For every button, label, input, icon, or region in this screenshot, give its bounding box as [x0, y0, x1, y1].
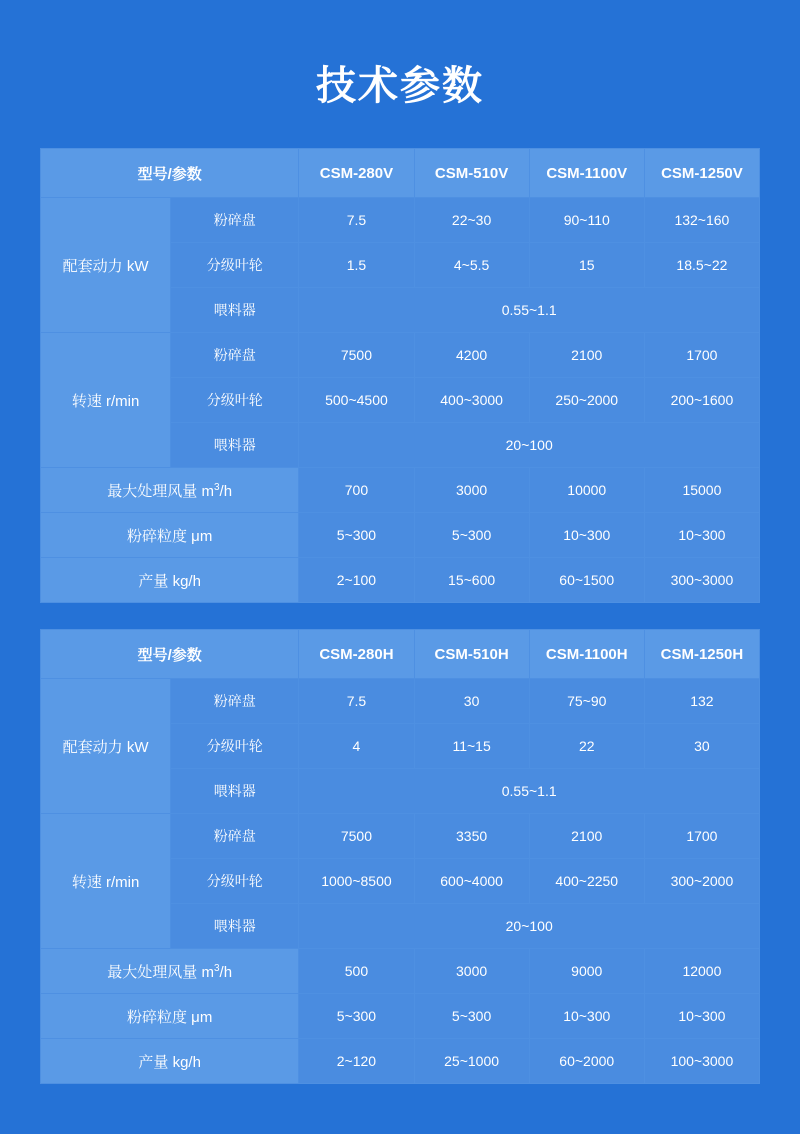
cell-value: 22	[529, 724, 644, 769]
header-label: 型号/参数	[41, 149, 299, 198]
row-label-output: 产量 kg/h	[41, 1039, 299, 1084]
cell-value: 200~1600	[644, 378, 759, 423]
cell-value: 30	[644, 724, 759, 769]
cell-value: 4200	[414, 333, 529, 378]
cell-value: 1700	[644, 814, 759, 859]
cell-value: 10~300	[644, 513, 759, 558]
cell-value: 100~3000	[644, 1039, 759, 1084]
cell-value-merged: 20~100	[299, 904, 760, 949]
table-row	[41, 513, 760, 558]
group-label-speed: 转速 r/min	[41, 333, 171, 468]
row-label-text: 最大处理风量 m	[107, 482, 214, 500]
cell-value: 15	[529, 243, 644, 288]
table-row	[41, 468, 760, 513]
row-label-particle-size: 粉碎粒度 μm	[41, 994, 299, 1039]
row-label-sup: 3	[213, 481, 220, 493]
cell-value: 1.5	[299, 243, 414, 288]
row-label-text: 最大处理风量 m	[107, 963, 214, 981]
sub-label: 分级叶轮	[171, 859, 299, 904]
cell-value: 15~600	[414, 558, 529, 603]
cell-value: 25~1000	[414, 1039, 529, 1084]
row-label-particle-size: 粉碎粒度 μm	[41, 513, 299, 558]
table-row	[41, 558, 760, 603]
cell-value: 2~100	[299, 558, 414, 603]
cell-value: 1700	[644, 333, 759, 378]
sub-label: 分级叶轮	[171, 243, 299, 288]
spec-table-v-series	[40, 148, 760, 603]
cell-value: 700	[299, 468, 414, 513]
sub-label: 喂料器	[171, 769, 299, 814]
cell-value: 300~3000	[644, 558, 759, 603]
cell-value: 400~3000	[414, 378, 529, 423]
row-label-airflow	[41, 468, 299, 513]
cell-value: 7500	[299, 814, 414, 859]
header-model-1: CSM-280H	[299, 630, 414, 679]
sub-label: 粉碎盘	[171, 679, 299, 724]
spec-table-h-series	[40, 629, 760, 1084]
cell-value: 4	[299, 724, 414, 769]
cell-value: 11~15	[414, 724, 529, 769]
table-row	[41, 198, 760, 243]
cell-value: 500	[299, 949, 414, 994]
cell-value: 12000	[644, 949, 759, 994]
header-model-3: CSM-1100V	[529, 149, 644, 198]
sub-label: 分级叶轮	[171, 378, 299, 423]
cell-value: 500~4500	[299, 378, 414, 423]
cell-value: 3000	[414, 949, 529, 994]
header-model-2: CSM-510V	[414, 149, 529, 198]
cell-value: 600~4000	[414, 859, 529, 904]
cell-value: 2~120	[299, 1039, 414, 1084]
cell-value: 60~1500	[529, 558, 644, 603]
header-model-3: CSM-1100H	[529, 630, 644, 679]
cell-value: 7500	[299, 333, 414, 378]
table-row	[41, 949, 760, 994]
header-model-4: CSM-1250V	[644, 149, 759, 198]
cell-value: 1000~8500	[299, 859, 414, 904]
header-label: 型号/参数	[41, 630, 299, 679]
sub-label: 喂料器	[171, 288, 299, 333]
cell-value-merged: 0.55~1.1	[299, 288, 760, 333]
page-title: 技术参数	[316, 64, 484, 108]
cell-value: 5~300	[299, 513, 414, 558]
sub-label: 喂料器	[171, 904, 299, 949]
table-header-row	[41, 630, 760, 679]
cell-value: 5~300	[414, 994, 529, 1039]
row-label-tail: /h	[219, 963, 233, 981]
cell-value: 18.5~22	[644, 243, 759, 288]
row-label-output: 产量 kg/h	[41, 558, 299, 603]
cell-value: 10~300	[529, 994, 644, 1039]
cell-value: 15000	[644, 468, 759, 513]
cell-value: 10000	[529, 468, 644, 513]
cell-value: 10~300	[529, 513, 644, 558]
cell-value: 30	[414, 679, 529, 724]
cell-value: 132~160	[644, 198, 759, 243]
sub-label: 喂料器	[171, 423, 299, 468]
table-header-row	[41, 149, 760, 198]
table-row	[41, 1039, 760, 1084]
cell-value-merged: 0.55~1.1	[299, 769, 760, 814]
cell-value: 9000	[529, 949, 644, 994]
cell-value: 250~2000	[529, 378, 644, 423]
cell-value: 2100	[529, 814, 644, 859]
sub-label: 粉碎盘	[171, 198, 299, 243]
header-model-1: CSM-280V	[299, 149, 414, 198]
cell-value: 300~2000	[644, 859, 759, 904]
cell-value: 60~2000	[529, 1039, 644, 1084]
table-row	[41, 994, 760, 1039]
table-row	[41, 679, 760, 724]
cell-value: 7.5	[299, 198, 414, 243]
cell-value: 132	[644, 679, 759, 724]
sub-label: 粉碎盘	[171, 814, 299, 859]
group-label-power: 配套动力 kW	[41, 198, 171, 333]
cell-value: 10~300	[644, 994, 759, 1039]
cell-value: 22~30	[414, 198, 529, 243]
sub-label: 分级叶轮	[171, 724, 299, 769]
row-label-sup: 3	[213, 962, 220, 974]
table-row	[41, 333, 760, 378]
cell-value: 7.5	[299, 679, 414, 724]
cell-value-merged: 20~100	[299, 423, 760, 468]
cell-value: 2100	[529, 333, 644, 378]
row-label-tail: /h	[219, 482, 233, 500]
header-model-2: CSM-510H	[414, 630, 529, 679]
cell-value: 3350	[414, 814, 529, 859]
cell-value: 3000	[414, 468, 529, 513]
table-row	[41, 814, 760, 859]
group-label-power: 配套动力 kW	[41, 679, 171, 814]
cell-value: 5~300	[299, 994, 414, 1039]
cell-value: 75~90	[529, 679, 644, 724]
cell-value: 4~5.5	[414, 243, 529, 288]
group-label-speed: 转速 r/min	[41, 814, 171, 949]
header-model-4: CSM-1250H	[644, 630, 759, 679]
cell-value: 400~2250	[529, 859, 644, 904]
row-label-airflow	[41, 949, 299, 994]
cell-value: 5~300	[414, 513, 529, 558]
sub-label: 粉碎盘	[171, 333, 299, 378]
cell-value: 90~110	[529, 198, 644, 243]
